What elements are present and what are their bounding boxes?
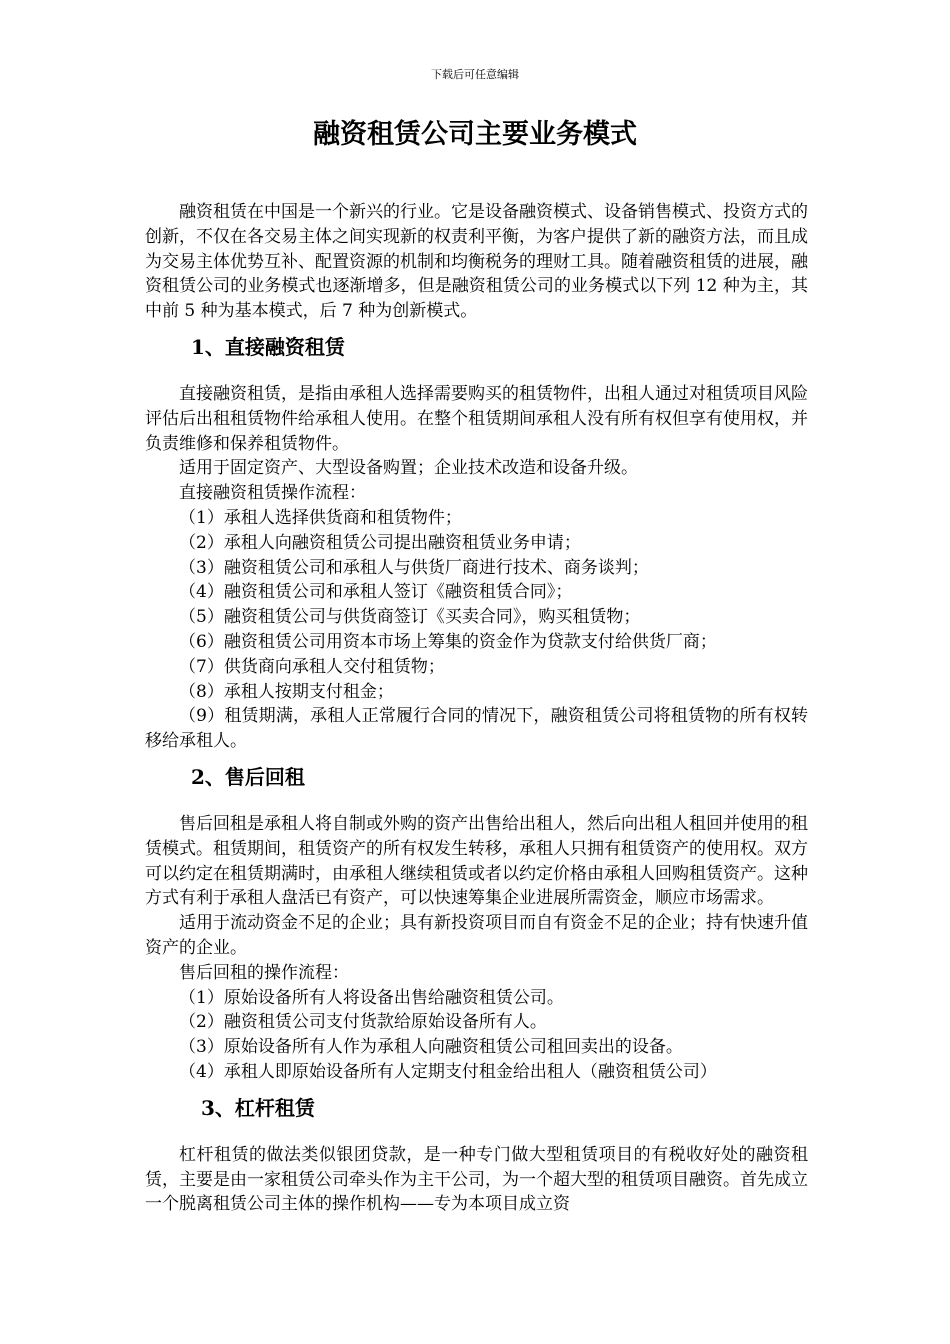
document-title: 融资租赁公司主要业务模式: [313, 119, 637, 150]
process-step: （2）承租人向融资租赁公司提出融资租赁业务申请；: [179, 532, 581, 553]
section-paragraph: 适用于固定资产、大型设备购置；企业技术改造和设备升级。: [179, 458, 638, 479]
process-step: （3）融资租赁公司和承租人与供货厂商进行技术、商务谈判；: [179, 557, 649, 578]
section-heading-leveraged-lease: 3、杠杆租赁: [201, 1095, 315, 1120]
process-step: （4）承租人即原始设备所有人定期支付租金给出租人（融资租赁公司）: [179, 1061, 717, 1082]
section-paragraph: 直接融资租赁操作流程：: [179, 483, 366, 504]
process-step: （1）承租人选择供货商和租赁物件；: [179, 507, 462, 528]
process-step: （6）融资租赁公司用资本市场上筹集的资金作为贷款支付给供货厂商；: [179, 631, 717, 652]
process-step: （1）原始设备所有人将设备出售给融资租赁公司。: [179, 987, 564, 1008]
section-paragraph: 适用于流动资金不足的企业；具有新投资项目而自有资金不足的企业；持有快速升值资产的企业。: [145, 913, 808, 958]
section-heading-direct-lease: 1、直接融资租赁: [191, 334, 345, 359]
section-paragraph: 售后回租是承租人将自制或外购的资产出售给出租人，然后向出租人租回并使用的租赁模式。租赁期间，租赁资产的所有权发生转移，承租人只拥有租赁资产的使用权。双方可以约定在租赁期满时，由承租人继续租赁或者以约定价格由承租人回购租赁资产。这种方式有利于承租人盘活已有资产，可以快速筹集企业进展所需资金，顺应市场需求。: [145, 813, 808, 909]
process-step: （9）租赁期满，承租人正常履行合同的情况下，融资租赁公司将租赁物的所有权转移给承租人。: [145, 706, 808, 752]
header-note: 下载后可任意编辑: [431, 68, 519, 81]
document-body: [145, 200, 808, 1217]
process-step: （3）原始设备所有人作为承租人向融资租赁公司租回卖出的设备。: [179, 1037, 683, 1058]
process-step: （2）融资租赁公司支付货款给原始设备所有人。: [179, 1012, 547, 1033]
process-step: （5）融资租赁公司与供货商签订《买卖合同》，购买租赁物；: [179, 607, 641, 628]
section-paragraph: 杠杆租赁的做法类似银团贷款，是一种专门做大型租赁项目的有税收好处的融资租赁，主要是由一家租赁公司牵头作为主干公司，为一个超大型的租赁项目融资。首先成立一个脱离租赁公司主体的操作机构——专为本项目成立资: [145, 1144, 808, 1215]
process-step: （7）供货商向承租人交付租赁物；: [179, 656, 445, 677]
process-step: （8）承租人按期支付租金；: [179, 681, 394, 702]
section-paragraph: 直接融资租赁，是指由承租人选择需要购买的租赁物件，出租人通过对租赁项目风险评估后出租租赁物件给承租人使用。在整个租赁期间承租人没有所有权但享有使用权，并负责维修和保养租赁物件。: [145, 383, 808, 454]
section-paragraph: 售后回租的操作流程：: [179, 962, 349, 983]
section-heading-sale-leaseback: 2、售后回租: [191, 764, 305, 789]
process-step: （4）融资租赁公司和承租人签订《融资租赁合同》；: [179, 582, 573, 603]
intro-paragraph: 融资租赁在中国是一个新兴的行业。它是设备融资模式、设备销售模式、投资方式的创新，不仅在各交易主体之间实现新的权责利平衡，为客户提供了新的融资方法，而且成为交易主体优势互补、配置资源的机制和均衡税务的理财工具。随着融资租赁的进展，融资租赁公司的业务模式也逐渐增多，但是融资租赁公司的业务模式以下列 12 种为主，其中前 5 种为基本模式，后 7 种为创新模式。: [145, 202, 808, 322]
